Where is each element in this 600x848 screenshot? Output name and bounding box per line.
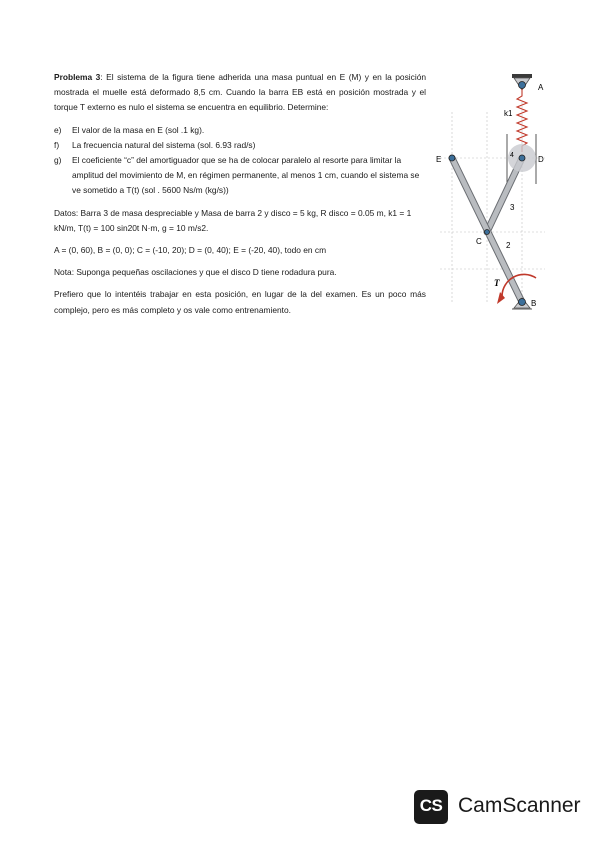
label-d: D (538, 155, 544, 164)
list-item (54, 153, 426, 199)
camscanner-name: CamScanner (458, 794, 581, 817)
label-b: B (531, 299, 537, 308)
preference-paragraph: Prefiero que lo intentéis trabajar en esta posición, en lugar de la del examen. Es un poco más complejo, pero es más completo y os vale como entrenamiento. (54, 289, 426, 315)
grid-lines (440, 102, 545, 302)
note-paragraph: Nota: Suponga pequeñas oscilaciones y que el disco D tiene rodadura pura. (54, 267, 337, 278)
list-item-marker: f) (54, 139, 60, 150)
label-disk: 4 (510, 152, 514, 159)
list-item-text: El coeficiente “c” del amortiguador que se ha de colocar paralelo al resorte para limitar la amplitud del movimiento de M, en régimen permanente, al menos 1 cm, cuando el sistema se ve sometido a T(t) (sol . 5600 Ns/m (kg/s)) (72, 155, 420, 196)
list-item (54, 123, 426, 138)
label-a: A (538, 83, 544, 92)
problem-statement (54, 70, 426, 116)
mechanism-figure (430, 72, 550, 318)
joint-c (485, 230, 490, 235)
problem-text-column (54, 70, 426, 318)
camscanner-badge: CS (419, 796, 443, 815)
problem-statement-text: : El sistema de la figura tiene adherida una masa puntual en E (M) y en la posición mostrada el muelle está deformado 8,5 cm. Cuando la barra EB está en posición mostrada y el torque T externo es nulo el sistema se encuentra en equilibrio. Determine: (54, 72, 427, 113)
coordinates-paragraph: A = (0, 60), B = (0, 0); C = (-10, 20); D = (0, 40); E = (-20, 40), todo en cm (54, 245, 327, 256)
questions-list (54, 123, 426, 199)
joint-e (449, 155, 455, 161)
list-item (54, 138, 426, 153)
support-b (512, 298, 536, 309)
list-item-text: El valor de la masa en E (sol .1 kg). (72, 124, 205, 135)
data-paragraph: Datos: Barra 3 de masa despreciable y Masa de barra 2 y disco = 5 kg, R disco = 0.05 m, k1 = 1 kN/m, T(t) = 100 sin20t N·m, g = 10 m/s2. (54, 207, 412, 233)
label-k1: k1 (504, 109, 513, 118)
label-bar-2: 2 (506, 241, 511, 250)
list-item-text: La frecuencia natural del sistema (sol. 6.93 rad/s) (72, 139, 256, 150)
label-c: C (476, 237, 482, 246)
list-item-marker: g) (54, 155, 62, 166)
label-bar-3: 3 (510, 203, 515, 212)
joint-d (519, 155, 525, 161)
label-torque: T (494, 278, 500, 288)
camscanner-logo-icon (414, 790, 448, 824)
camscanner-watermark (414, 790, 594, 826)
list-item-marker: e) (54, 124, 62, 135)
label-e: E (436, 155, 442, 164)
support-a (512, 74, 544, 92)
problem-title: Problema 3 (54, 72, 101, 82)
